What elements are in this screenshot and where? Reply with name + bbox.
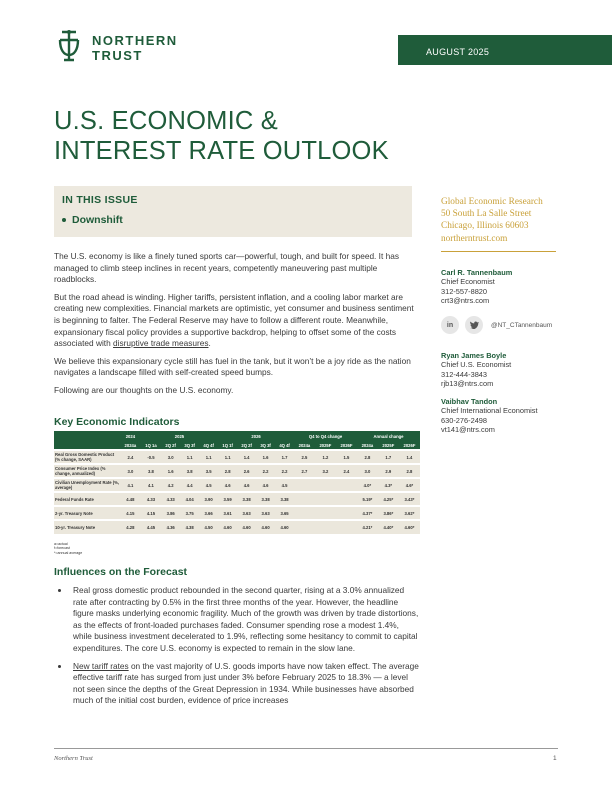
table-row xyxy=(54,520,420,534)
table-cell: 3.0 xyxy=(120,464,141,478)
bullet-icon xyxy=(58,589,61,592)
table-cell: 3.86 xyxy=(161,506,180,520)
table-cell xyxy=(336,492,357,506)
table-cell: 4.04 xyxy=(180,492,199,506)
list-item xyxy=(54,661,420,707)
linkedin-icon[interactable] xyxy=(441,316,459,334)
intro-paragraph-4: Following are our thoughts on the U.S. economy. xyxy=(54,384,234,395)
contact-phone: 312-444-3843 xyxy=(441,369,488,379)
table-cell: 3.86* xyxy=(378,506,399,520)
bullet-text-body: on the vast majority of U.S. goods imports have now taken effect. The average effective tariff rate has surged from just under 3% before February 2025 to 18.3% — a level not seen since the depths of the Great Depression in 1934. While businesses have absorbed much of the initial cost burden, evidence of price increases xyxy=(73,660,419,706)
table-cell: 4.6 xyxy=(218,478,237,492)
table-cell: 3.63 xyxy=(237,506,256,520)
column-header: 1Q 1a xyxy=(141,441,161,450)
column-header: 2026F xyxy=(399,441,420,450)
bullet-text: Real gross domestic product rebounded in the second quarter, rising at a 3.0% annualized rate after contracting by 0.5% in the first three months of the year. However, the headline figure masks underlying economic fragility. Much of the growth was driven by trade distortions, as the effects of front-loaded purchases faded. Consumer spending rose a modest 1.4%, while business investment decelerated to 1.9%, reflecting some hesitancy to commit to capital expenditures. The core U.S. economy is expected to remain in the slow lane. xyxy=(73,585,419,653)
logo-line-1: NORTHERN xyxy=(92,33,178,48)
table-cell: 4.1 xyxy=(141,478,161,492)
table-cell xyxy=(336,506,357,520)
table-cell: 3.65 xyxy=(275,506,294,520)
table-corner xyxy=(54,431,120,441)
table-cell: 1.4 xyxy=(399,450,420,464)
contact-phone: 312-557-8820 xyxy=(441,286,488,296)
contact-email-link[interactable]: crt3@ntrs.com xyxy=(441,296,490,306)
influences-heading: Influences on the Forecast xyxy=(54,566,188,578)
logo-line-2: TRUST xyxy=(92,48,143,63)
table-cell: 3.38 xyxy=(275,492,294,506)
column-header: 2024a xyxy=(357,441,378,450)
table-row xyxy=(54,492,420,506)
table-cell xyxy=(294,478,315,492)
org-city: Chicago, Illinois 60603 xyxy=(441,221,529,232)
group-header: 2026 xyxy=(218,431,294,441)
table-cell: 4.25* xyxy=(378,492,399,506)
row-label: 10-yr. Treasury Note xyxy=(54,520,120,534)
list-item xyxy=(54,585,420,655)
org-website-link[interactable]: northerntrust.com xyxy=(441,233,508,244)
bullet-icon xyxy=(62,218,66,222)
table-cell: 4.33 xyxy=(161,492,180,506)
table-cell: 3.8 xyxy=(180,464,199,478)
table-row xyxy=(54,464,420,478)
column-header: 2025F xyxy=(378,441,399,450)
table-cell: 4.60 xyxy=(237,520,256,534)
title-line-2: INTEREST RATE OUTLOOK xyxy=(54,137,389,165)
table-cell: 3.59 xyxy=(218,492,237,506)
table-cell: 3.90 xyxy=(199,492,218,506)
intro-text xyxy=(54,251,420,403)
table-cell: 3.5 xyxy=(199,464,218,478)
table-cell: 4.60* xyxy=(399,520,420,534)
table-cell: 2.9 xyxy=(378,464,399,478)
table-cell: 4.5 xyxy=(199,478,218,492)
table-cell: 4.36 xyxy=(161,520,180,534)
table-cell: 1.7 xyxy=(275,450,294,464)
row-label: Federal Funds Rate xyxy=(54,492,120,506)
northern-trust-logo xyxy=(54,28,178,68)
contact-title: Chief Economist xyxy=(441,277,495,287)
table-cell: 4.33 xyxy=(141,492,161,506)
in-this-issue-box xyxy=(54,186,412,237)
column-header: 2026F xyxy=(336,441,357,450)
table-note: a=actual xyxy=(54,542,68,546)
table-cell: 4.15 xyxy=(141,506,161,520)
table-cell: 1.6 xyxy=(256,450,275,464)
table-cell xyxy=(315,520,336,534)
table-cell: 1.1 xyxy=(180,450,199,464)
row-label: Real Gross Domestic Product (% change, SAAR) xyxy=(54,450,120,464)
logo-emblem-icon xyxy=(54,28,84,68)
table-cell: 3.38 xyxy=(237,492,256,506)
org-name: Global Economic Research xyxy=(441,197,543,207)
table-cell: 1.2 xyxy=(315,450,336,464)
contact-name: Carl R. Tannenbaum xyxy=(441,268,513,277)
table-cell xyxy=(294,506,315,520)
table-cell: 3.38 xyxy=(256,492,275,506)
group-header: Annual change xyxy=(357,431,420,441)
table-cell: 1.7 xyxy=(378,450,399,464)
row-label: Consumer Price Index (% change, annualized) xyxy=(54,464,120,478)
column-header: 3Q 3f xyxy=(180,441,199,450)
issue-heading: IN THIS ISSUE xyxy=(62,194,138,206)
table-cell: 2.6 xyxy=(237,464,256,478)
column-header: 2024a xyxy=(120,441,141,450)
table-cell: 2.8 xyxy=(357,450,378,464)
sub-header-row xyxy=(54,441,420,450)
page-title xyxy=(54,106,389,166)
table-cell: 4.48 xyxy=(120,492,141,506)
table-cell: 4.60 xyxy=(256,520,275,534)
table-cell: 4.50 xyxy=(199,520,218,534)
org-address xyxy=(441,196,543,245)
table-cell: 2.2 xyxy=(275,464,294,478)
social-links xyxy=(441,316,552,334)
table-cell: 1.4 xyxy=(237,450,256,464)
table-cell: 3.63 xyxy=(256,506,275,520)
table-cell: 2.7 xyxy=(294,464,315,478)
table-cell: 4.15 xyxy=(120,506,141,520)
table-row xyxy=(54,506,420,520)
group-header: Q4 to Q4 change xyxy=(294,431,357,441)
table-cell: 4.37* xyxy=(357,506,378,520)
influences-list xyxy=(54,585,420,713)
contact-phone: 630-276-2498 xyxy=(441,415,488,425)
twitter-icon[interactable] xyxy=(465,316,483,334)
column-header: 4Q 4f xyxy=(275,441,294,450)
column-header: 2Q 2f xyxy=(161,441,180,450)
row-label: 2-yr. Treasury Note xyxy=(54,506,120,520)
table-cell xyxy=(315,492,336,506)
table-cell: 4.45 xyxy=(141,520,161,534)
table-cell: 4.40* xyxy=(378,520,399,534)
table-cell xyxy=(315,478,336,492)
row-label: Civilian Unemployment Rate (%, average) xyxy=(55,480,119,490)
footer-divider xyxy=(54,748,558,749)
table-cell: 4.0* xyxy=(357,478,378,492)
contact-title: Chief International Economist xyxy=(441,406,538,416)
table-cell: 5.19* xyxy=(357,492,378,506)
table-cell: 1.1 xyxy=(199,450,218,464)
table-cell: 3.75 xyxy=(180,506,199,520)
table-cell: 2.4 xyxy=(120,450,141,464)
table-cell: 1.1 xyxy=(218,450,237,464)
column-header: 2024a xyxy=(294,441,315,450)
contact-card xyxy=(441,351,511,389)
table-cell: 2.2 xyxy=(256,464,275,478)
table-cell xyxy=(294,520,315,534)
table-cell: 4.60 xyxy=(218,520,237,534)
table-cell: 4.5 xyxy=(275,478,294,492)
intro-paragraph-2 xyxy=(54,292,420,350)
table-cell: 4.6 xyxy=(256,478,275,492)
title-line-1: U.S. ECONOMIC & xyxy=(54,107,279,135)
group-header: 2025 xyxy=(141,431,218,441)
intro-paragraph-1: The U.S. economy is like a finely tuned sports car—powerful, tough, and built for speed. It has managed to climb steep inclines in recent years, competently maneuvering past multiple roadblocks. xyxy=(54,251,399,285)
sidebar-divider xyxy=(441,251,556,252)
table-cell: 1.6 xyxy=(161,464,180,478)
table-cell: 4.6* xyxy=(399,478,420,492)
intro-paragraph-2-text: But the road ahead is winding. Higher tariffs, persistent inflation, and a cooling labor market are creating new complexities. Financial markets are optimistic, yet consumer and business sentiment is beginning to falter. The Federal Reserve may have to follow a different route. Meanwhile, expansionary fiscal policy provides a supportive backdrop, helping to offset some of the costs associated with xyxy=(54,291,414,349)
contact-name: Ryan James Boyle xyxy=(441,351,507,360)
table-cell: 3.0 xyxy=(357,464,378,478)
table-cell: 2.4 xyxy=(336,464,357,478)
table-cell xyxy=(336,520,357,534)
contact-card xyxy=(441,268,512,306)
table-cell xyxy=(315,506,336,520)
table-cell: 4.3* xyxy=(378,478,399,492)
table-cell: 4.28 xyxy=(120,520,141,534)
table-cell: 3.43* xyxy=(399,492,420,506)
table-cell: 3.61 xyxy=(218,506,237,520)
table-row xyxy=(54,478,420,492)
table-cell: 2.8 xyxy=(399,464,420,478)
key-economic-indicators-table xyxy=(54,431,420,534)
table-cell: -0.5 xyxy=(141,450,161,464)
contact-title: Chief U.S. Economist xyxy=(441,360,512,370)
table-corner xyxy=(54,441,120,450)
linkedin-label: in xyxy=(446,321,454,329)
table-cell: 4.2 xyxy=(161,478,180,492)
table-cell: 4.6 xyxy=(237,478,256,492)
org-street: 50 South La Salle Street xyxy=(441,209,532,220)
column-header: 3Q 3f xyxy=(256,441,275,450)
table-cell: 4.1 xyxy=(120,478,141,492)
table-cell: 3.66 xyxy=(199,506,218,520)
bullet-icon xyxy=(58,665,61,668)
contact-name: Vaibhav Tandon xyxy=(441,397,498,406)
issue-item-label[interactable]: Downshift xyxy=(72,214,123,226)
date-banner: AUGUST 2025 xyxy=(398,35,612,65)
column-header: 1Q 1f xyxy=(218,441,237,450)
table-note: *=annual average xyxy=(54,550,83,555)
column-header: 4Q 4f xyxy=(199,441,218,450)
kei-heading: Key Economic Indicators xyxy=(54,416,180,428)
footer-brand: Northern Trust xyxy=(54,755,93,762)
table-cell: 4.60 xyxy=(275,520,294,534)
page-number: 1 xyxy=(553,755,557,762)
table-note: f=forecast xyxy=(54,546,70,551)
table-cell xyxy=(336,478,357,492)
table-cell: 3.62* xyxy=(399,506,420,520)
table-cell: 4.21* xyxy=(357,520,378,534)
column-header: 2Q 2f xyxy=(237,441,256,450)
table-cell: 2.5 xyxy=(294,450,315,464)
twitter-handle[interactable]: @NT_CTannenbaum xyxy=(491,321,553,329)
table-cell: 3.8 xyxy=(141,464,161,478)
contact-email-link[interactable]: vt141@ntrs.com xyxy=(441,425,495,435)
table-cell: 2.8 xyxy=(218,464,237,478)
intro-paragraph-2-end: . xyxy=(208,338,211,349)
new-tariff-rates-link[interactable]: New tariff rates xyxy=(73,660,129,671)
issue-item[interactable] xyxy=(62,214,412,226)
table-cell: 4.38 xyxy=(180,520,199,534)
intro-paragraph-3: We believe this expansionary cycle still has fuel in the tank, but it won’t be a joy ride as the nation navigates a landscape filled with self-created speed bumps. xyxy=(54,355,411,378)
group-header: 2024 xyxy=(120,431,141,441)
table-cell: 3.2 xyxy=(315,464,336,478)
bullet-text xyxy=(73,661,419,707)
column-header: 2025F xyxy=(315,441,336,450)
table-cell: 4.4 xyxy=(180,478,199,492)
table-notes xyxy=(54,542,82,555)
table-row xyxy=(54,450,420,464)
table-cell: 3.0 xyxy=(161,450,180,464)
table-cell: 1.5 xyxy=(336,450,357,464)
contact-card xyxy=(441,397,538,435)
contact-email-link[interactable]: rjb13@ntrs.com xyxy=(441,379,494,389)
disruptive-trade-measures-link[interactable]: disruptive trade measures xyxy=(113,338,209,349)
table-cell xyxy=(294,492,315,506)
